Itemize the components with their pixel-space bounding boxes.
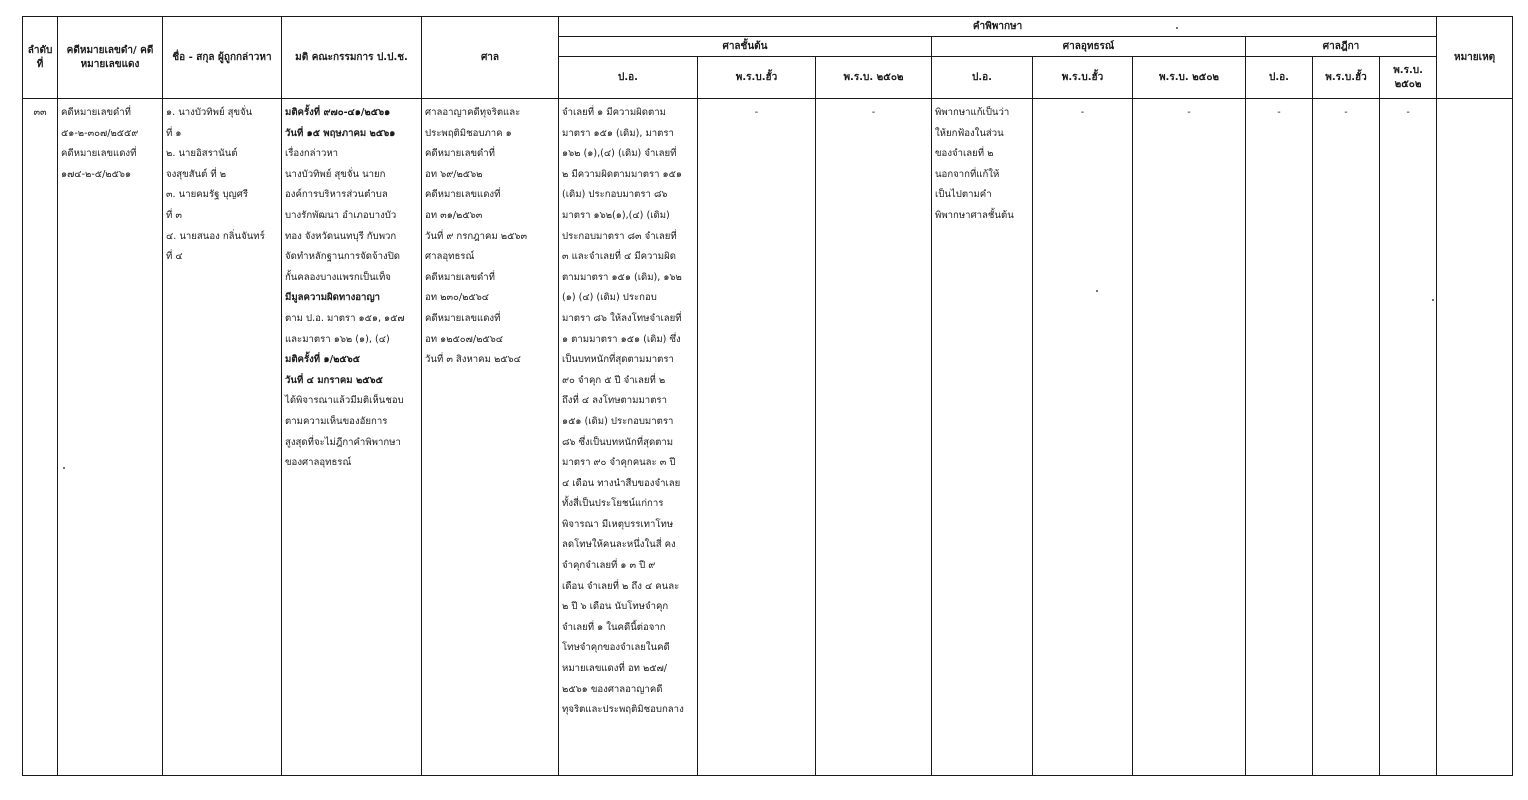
text-line: ลดโทษให้คนละหนึ่งในสี่ คง xyxy=(562,539,676,551)
scan-speck xyxy=(63,467,65,469)
text-line: คดีหมายเลขแดงที่ xyxy=(425,312,501,324)
text-line: พิพากษาแก้เป็นว่า xyxy=(935,107,1010,118)
text-line: จำเลยที่ ๑ มีความผิดตาม xyxy=(562,107,666,118)
cell-supreme-criminal-code: - xyxy=(1246,99,1313,776)
cell-names xyxy=(163,99,282,776)
text-line: วันที่ ๓ สิงหาคม ๒๕๖๔ xyxy=(425,354,521,366)
text-line: นอกจากที่แก้ให้ xyxy=(935,168,1000,180)
text-line: อท ๒๓๐/๒๕๖๔ xyxy=(425,292,490,304)
text-line: ตามมาตรา ๑๕๑ (เดิม), ๑๖๒ xyxy=(562,271,682,283)
text-line: ถึงที่ ๔ ลงโทษตามมาตรา xyxy=(562,395,667,407)
cell-case-no xyxy=(58,99,163,776)
header-first-instance-criminal-code: ป.อ. xyxy=(559,57,698,99)
text-line: ๒ ปี ๖ เดือน นับโทษจำคุก xyxy=(562,601,669,613)
text-line: คดีหมายเลขดำที่ xyxy=(425,271,495,283)
cell-first-instance-act: - xyxy=(698,99,816,776)
text-line: อท ๑๒๕๐๗/๒๕๖๔ xyxy=(425,333,504,345)
text-line: บางรักพัฒนา อำเภอบางบัว xyxy=(285,209,397,221)
header-first-instance-act-2502: พ.ร.บ. ๒๕๐๒ xyxy=(816,57,932,99)
scan-speck xyxy=(1432,299,1434,301)
text-line: วันที่ ๙ กรกฎาคม ๒๕๖๓ xyxy=(425,230,528,242)
header-nacc-resolution: มติ คณะกรรมการ ป.ป.ช. xyxy=(282,17,422,99)
text-line: อท ๓๑/๒๕๖๓ xyxy=(425,209,483,221)
text-line: ของจำเลยที่ ๒ xyxy=(935,148,994,160)
text-line: ที่ ๓ xyxy=(166,209,182,221)
cell-remarks xyxy=(1437,99,1513,776)
text-line: เป็นบทหนักที่สุดตามมาตรา xyxy=(562,354,674,366)
header-first-instance: ศาลชั้นต้น xyxy=(559,37,932,57)
text-line: ที่ ๔ xyxy=(166,251,183,263)
cell-appeal-act-2502: - xyxy=(1133,99,1246,776)
cell-supreme-act: - xyxy=(1313,99,1380,776)
text-line: ๑๗๔-๒-๕/๒๕๖๑ xyxy=(61,168,132,180)
case-record-table xyxy=(22,16,1513,776)
text-line: พิพากษาศาลชั้นต้น xyxy=(935,209,1014,221)
text-line: ๑ ตามมาตรา ๑๕๑ (เดิม) ซึ่ง xyxy=(562,333,681,345)
text-line: ประกอบมาตรา ๘๓ จำเลยที่ xyxy=(562,230,677,242)
text-line: จำคุกจำเลยที่ ๑ ๓ ปี ๙ xyxy=(562,560,656,572)
header-supreme: ศาลฎีกา xyxy=(1246,37,1437,57)
text-line: ศาลอุทธรณ์ xyxy=(425,251,475,263)
text-line: ๒ มีความผิดตามมาตรา ๑๕๑ xyxy=(562,168,682,180)
text-line: (เดิม) ประกอบมาตรา ๘๖ xyxy=(562,189,668,201)
text-line: ทุจริตและประพฤติมิชอบกลาง xyxy=(562,704,684,716)
text-line: คดีหมายเลขดำที่ xyxy=(61,107,131,118)
text-line: มีมูลความผิดทางอาญา xyxy=(285,292,381,304)
cell-court xyxy=(422,99,559,776)
header-case-no: คดีหมายเลขดำ/ คดีหมายเลขแดง xyxy=(58,17,163,99)
text-line: เป็นไปตามคำ xyxy=(935,189,992,201)
text-line: ๘๖ ซึ่งเป็นบทหนักที่สุดตาม xyxy=(562,436,674,448)
text-line: คดีหมายเลขดำที่ xyxy=(425,148,495,160)
text-line: ทอง จังหวัดนนทบุรี กับพวก xyxy=(285,230,397,242)
header-appeal: ศาลอุทธรณ์ xyxy=(932,37,1246,57)
text-line: ตาม ป.อ. มาตรา ๑๕๑, ๑๕๗ xyxy=(285,312,405,324)
header-supreme-act: พ.ร.บ.ฮั้ว xyxy=(1313,57,1380,99)
cell-first-instance-act-2502: - xyxy=(816,99,932,776)
cell-appeal-act: - xyxy=(1033,99,1133,776)
text-line: ๑๕๑ (เดิม) ประกอบมาตรา xyxy=(562,415,674,427)
text-line: ทั้งสี่เป็นประโยชน์แก่การ xyxy=(562,498,664,510)
text-line: ๒๕๖๑ ของศาลอาญาคดี xyxy=(562,683,663,695)
text-line: เรื่องกล่าวหา xyxy=(285,148,339,160)
text-line: มาตรา ๙๐ จำคุกคนละ ๓ ปี xyxy=(562,457,676,469)
text-line: ให้ยกฟ้องในส่วน xyxy=(935,127,1004,139)
text-line: กั้นคลองบางแพรกเป็นเท็จ xyxy=(285,271,391,283)
header-judgment: คำพิพากษา xyxy=(559,17,1437,37)
text-line: ได้พิจารณาแล้วมีมติเห็นชอบ xyxy=(285,395,404,407)
text-line: เดือน จำเลยที่ ๒ ถึง ๔ คนละ xyxy=(562,580,680,592)
text-line: ประพฤติมิชอบภาค ๑ xyxy=(425,127,512,139)
header-remarks: หมายเหตุ xyxy=(1437,17,1513,99)
text-line: มาตรา ๑๕๑ (เดิม), มาตรา xyxy=(562,127,674,139)
text-line: คดีหมายเลขแดงที่ xyxy=(425,189,501,201)
text-line: คดีหมายเลขแดงที่ xyxy=(61,148,137,160)
text-line: หมายเลขแดงที่ อท ๒๕๗/ xyxy=(562,663,668,675)
text-line: ๙๐ จำคุก ๕ ปี จำเลยที่ ๒ xyxy=(562,374,666,386)
text-line: ๕๑-๒-๓๐๗/๒๕๕๙ xyxy=(61,127,139,139)
text-line: ของศาลอุทธรณ์ xyxy=(285,457,352,469)
header-supreme-criminal-code: ป.อ. xyxy=(1246,57,1313,99)
cell-first-instance-criminal-code xyxy=(559,99,698,776)
header-supreme-act-2502: พ.ร.บ. ๒๕๐๒ xyxy=(1380,57,1437,99)
cell-seq: ๓๓ xyxy=(23,99,58,776)
text-line: มาตรา ๘๖ ให้ลงโทษจำเลยที่ xyxy=(562,312,682,324)
text-line: จงสุขสันต์ ที่ ๒ xyxy=(166,168,227,180)
text-line: ๑๖๒ (๑),(๔) (เดิม) จำเลยที่ xyxy=(562,148,677,160)
text-line: ๔ เดือน ทางนำสืบของจำเลย xyxy=(562,477,681,489)
text-line: มาตรา ๑๖๒(๑),(๔) (เดิม) xyxy=(562,209,670,221)
text-line: ๔. นายสนอง กลิ่นจันทร์ xyxy=(166,230,265,242)
text-line: และมาตรา ๑๖๒ (๑), (๔) xyxy=(285,333,390,345)
header-appeal-act: พ.ร.บ.ฮั้ว xyxy=(1033,57,1133,99)
text-line: ที่ ๑ xyxy=(166,127,182,139)
text-line: จัดทำหลักฐานการจัดจ้างปิด xyxy=(285,251,401,263)
text-line: ตามความเห็นของอัยการ xyxy=(285,415,388,427)
header-first-instance-act: พ.ร.บ.ฮั้ว xyxy=(698,57,816,99)
text-line: มติครั้งที่ ๑/๒๕๖๕ xyxy=(285,354,361,366)
header-appeal-criminal-code: ป.อ. xyxy=(932,57,1033,99)
header-appeal-act-2502: พ.ร.บ. ๒๕๐๒ xyxy=(1133,57,1246,99)
text-line: วันที่ ๔ มกราคม ๒๕๖๕ xyxy=(285,374,383,386)
cell-appeal-criminal-code xyxy=(932,99,1033,776)
text-line: พิจารณา มีเหตุบรรเทาโทษ xyxy=(562,518,674,530)
text-line: นางบัวทิพย์ สุขจั่น นายก xyxy=(285,168,386,180)
text-line: โทษจำคุกของจำเลยในคดี xyxy=(562,642,670,654)
table-row xyxy=(23,99,1513,776)
text-line: สูงสุดที่จะไม่ฎีกาคำพิพากษา xyxy=(285,436,401,448)
cell-supreme-act-2502: - xyxy=(1380,99,1437,776)
text-line: ๑. นางบัวทิพย์ สุขจั่น xyxy=(166,107,253,118)
text-line: ๓ และจำเลยที่ ๔ มีความผิด xyxy=(562,251,676,263)
text-line: ศาลอาญาคดีทุจริตและ xyxy=(425,107,521,118)
header-names: ชื่อ - สกุล ผู้ถูกกล่าวหา xyxy=(163,17,282,99)
scan-speck xyxy=(1176,27,1178,29)
text-line: องค์การบริหารส่วนตำบล xyxy=(285,189,388,201)
header-seq: ลำดับที่ xyxy=(23,17,58,99)
scan-speck xyxy=(1096,290,1098,292)
text-line: มติครั้งที่ ๙๗๐-๔๑/๒๕๖๑ xyxy=(285,107,391,118)
text-line: ๒. นายอิสรานันต์ xyxy=(166,148,238,160)
cell-nacc-resolution xyxy=(282,99,422,776)
text-line: วันที่ ๑๕ พฤษภาคม ๒๕๖๑ xyxy=(285,127,396,139)
text-line: (๑) (๔) (เดิม) ประกอบ xyxy=(562,292,657,304)
text-line: ๓. นายคมรัฐ บุญศรี xyxy=(166,189,248,201)
text-line: อท ๖๙/๒๕๖๒ xyxy=(425,168,483,180)
text-line: จำเลยที่ ๑ ในคดีนี้ต่อจาก xyxy=(562,621,666,633)
header-court: ศาล xyxy=(422,17,559,99)
